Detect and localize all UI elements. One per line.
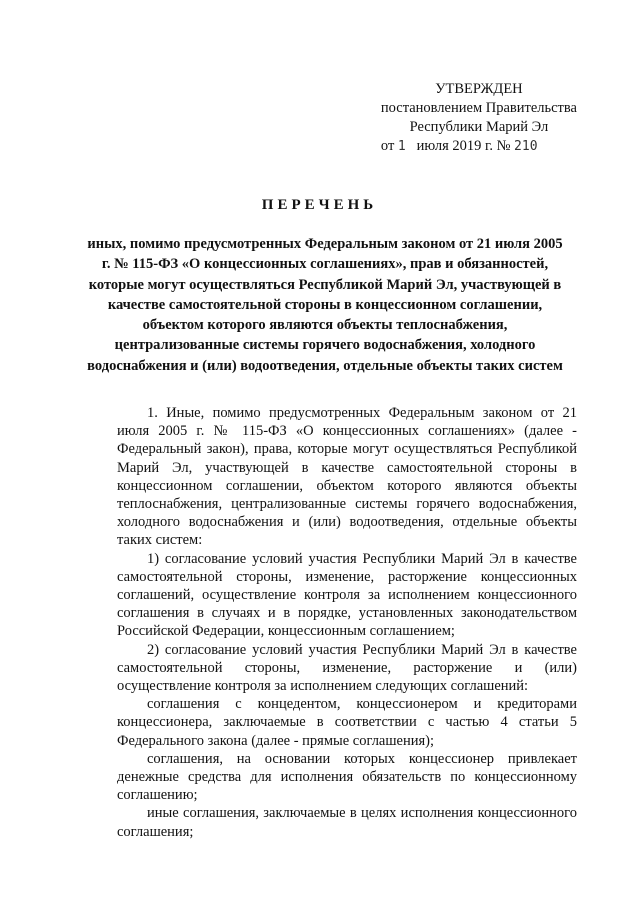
approval-line-republic: Республики Марий Эл — [409, 119, 549, 135]
paragraph-1: 1. Иные, помимо предусмотренных Федеральным законом от 21 июля 2005 г. № 115-ФЗ «О концессионных соглашениях» (далее - Федеральный закон), права, которые могут осуществляться Республикой Марий Эл, участвующей в качестве самостоятельной стороны в концессионном соглашении, объектом которого являются объекты теплоснабжения, централизованные системы горячего водоснабжения, холодного водоснабжения и (или) водоотведения, отдельные объекты таких систем: — [117, 405, 577, 549]
approval-number: 210 — [514, 139, 538, 154]
approval-stamp — [381, 80, 577, 156]
approval-title: УТВЕРЖДЕН — [435, 81, 523, 97]
document-subtitle: иных, помимо предусмотренных Федеральным законом от 21 июля 2005 г. № 115-ФЗ «О концессионных соглашениях», прав и обязанностей, которые могут осуществляться Республикой Марий Эл, участвующей в качестве самостоятельной стороны в концессионном соглашении, объектом которого являются объекты теплоснабжения, централизованные системы горячего водоснабжения, холодного водоснабжения и (или) водоотведения, отдельные объекты таких систем — [87, 236, 563, 374]
paragraph-other-agreements: иные соглашения, заключаемые в целях исполнения концессионного соглашения; — [117, 805, 577, 840]
paragraph-financing-agreements: соглашения, на основании которых концессионер привлекает денежные средства для исполнения обязательств по концессионному соглашению; — [117, 750, 577, 804]
approval-date-line — [381, 137, 577, 156]
document-body — [117, 404, 577, 841]
paragraph-direct-agreements: соглашения с концедентом, концессионером и кредиторами концессионера, заключаемые в соответствии с частью 4 статьи 5 Федерального закона (далее - прямые соглашения); — [117, 696, 577, 749]
paragraph-item-1: 1) согласование условий участия Республики Марий Эл в качестве самостоятельной стороны, изменение, расторжение концессионных соглашений, осуществление контроля за исполнением концессионного соглашения в случаях и в порядке, установленных законодательством Российской Федерации, концессионным соглашением; — [117, 550, 577, 640]
approval-line-resolution: постановлением Правительства — [380, 100, 577, 116]
paragraph-item-2: 2) согласование условий участия Республики Марий Эл в качестве самостоятельной стороны, изменение, расторжение и (или) осуществление контроля за исполнением следующих соглашений: — [117, 641, 577, 695]
approval-day: 1 — [397, 139, 406, 154]
approval-date-middle: июля 2019 г. № — [416, 138, 511, 154]
approval-date-prefix: от — [380, 138, 395, 154]
document-title: ПЕРЕЧЕНЬ — [261, 197, 378, 213]
